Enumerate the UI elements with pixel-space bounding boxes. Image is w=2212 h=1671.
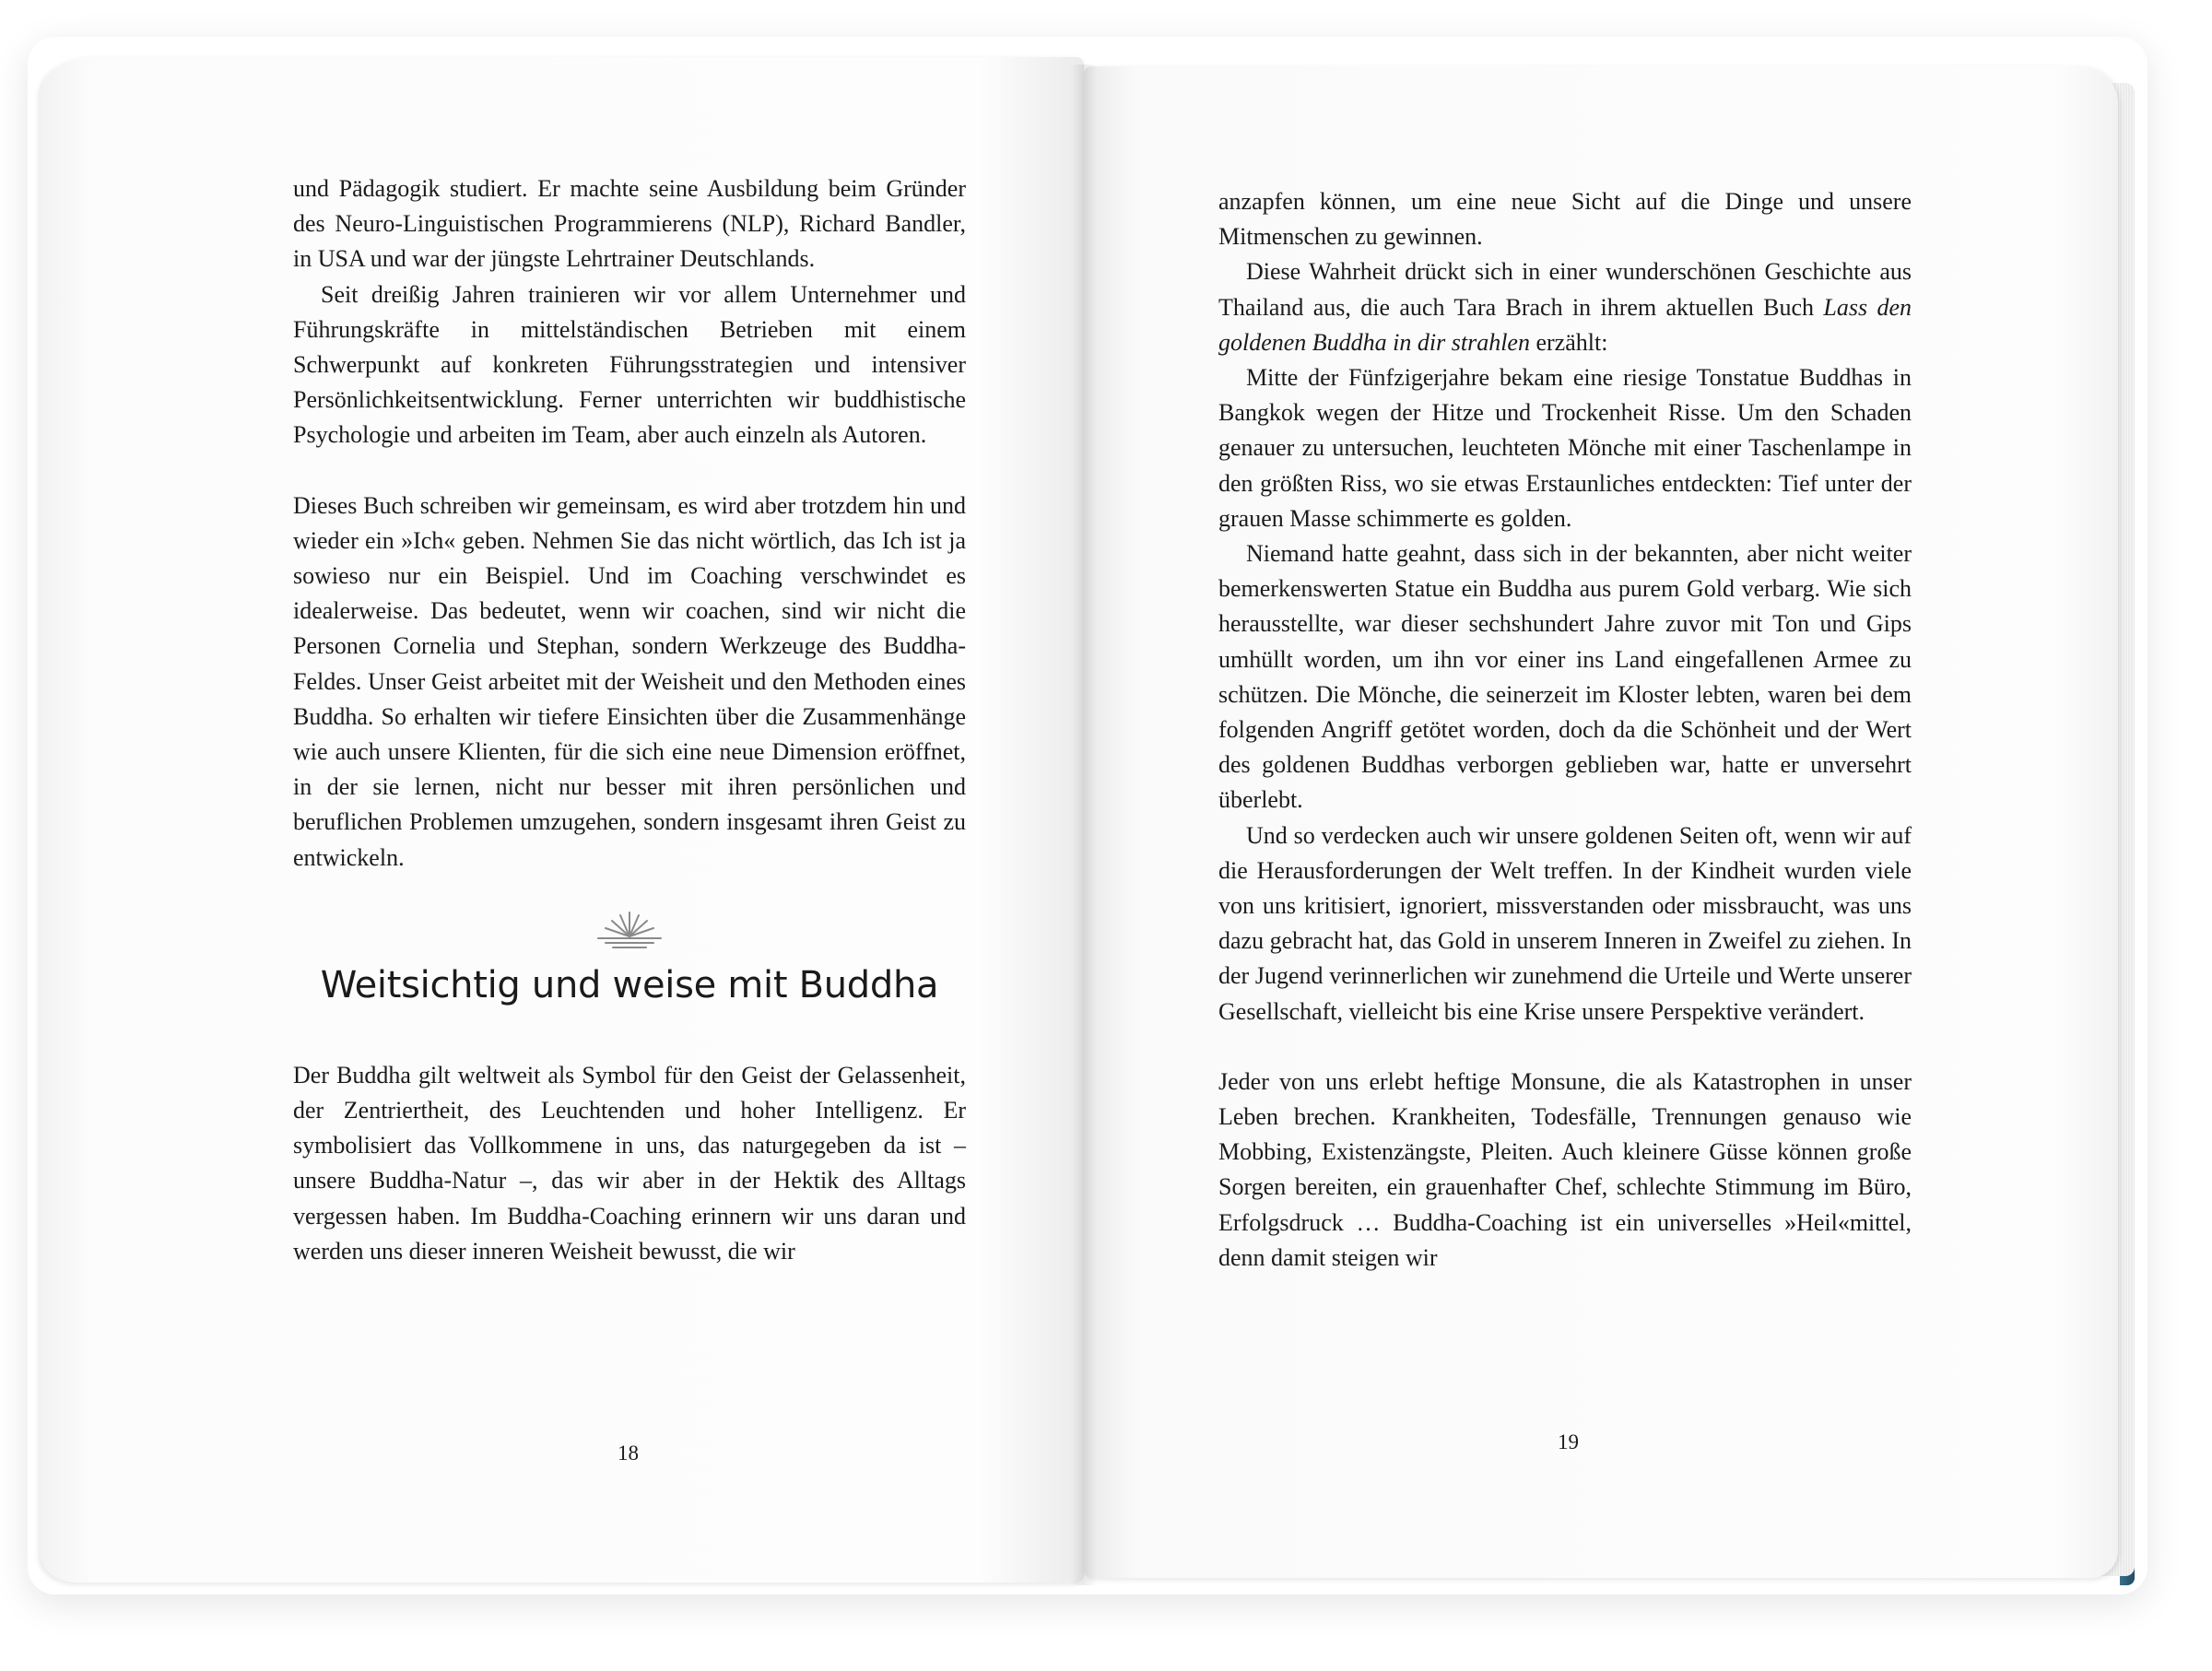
right-paragraph-6: Jeder von uns erlebt heftige Monsune, die als Katastrophen in unser Leben brechen. Krankheiten, Todesfälle, Trennungen genauso wie Mobbing, Existenzängste, Pleiten. Auch kleinere Güsse können große Sorgen bereiten, ein grauenhafter Chef, schlechte Stimmung im Büro, Erfolgsdruck … Buddha-Coaching ist ein universelles »Heil«mittel, denn damit steigen wir (1218, 1067, 1912, 1271)
left-paragraph-1: und Pädagogik studiert. Er machte seine Ausbildung beim Gründer des Neuro-Linguistischen Programmierens (NLP), Richard Bandler, in USA und war der jüngste Lehrtrainer Deutschlands. (293, 175, 966, 273)
sunrise-ornament-icon (593, 909, 666, 949)
right-paragraph-3: Mitte der Fünfzigerjahre bekam eine riesige Tonstatue Buddhas in Bangkok wegen der Hitze und Trockenheit Risse. Um den Schaden genauer zu untersuchen, leuchteten Mönche mit einer Taschenlampe in den größten Riss, wo sie etwas Erstaunliches entdeckten: Tief unter der grauen Masse schimmerte es golden. (1218, 364, 1912, 532)
section-heading: Weitsichtig und weise mit Buddha (320, 963, 939, 1006)
right-paragraph-2-end: erzählt: (1529, 328, 1608, 356)
right-paragraph-5: Und so verdecken auch wir unsere goldenen Seiten oft, wenn wir auf die Herausforderungen der Welt treffen. In der Kindheit wurden viele von uns kritisiert, ignoriert, missverstanden oder missbraucht, was uns dazu gebracht hat, das Gold in unserem Inneren in Zweifel zu ziehen. In der Jugend verinnerlichen wir zunehmend die Urteile und Werte unserer Gesellschaft, vielleicht bis eine Krise unsere Perspektive verändert. (1218, 821, 1912, 1025)
right-paragraph-2 (1218, 254, 1912, 360)
left-page-text (293, 171, 966, 1269)
book-title-reference: Lass den goldenen Buddha in dir strahlen (1218, 293, 1912, 356)
page-number-right: 19 (1558, 1430, 1579, 1453)
right-paragraph-1: anzapfen können, um eine neue Sicht auf die Dinge und unsere Mitmenschen zu gewinnen. (1218, 188, 1912, 251)
right-paragraph-2-start: Diese Wahrheit drückt sich in einer wunderschönen Geschichte aus Thailand aus, die auch Tara Brach in ihrem aktuellen Buch (1218, 258, 1912, 321)
right-page-text (1218, 184, 1912, 1276)
left-paragraph-after-heading: Der Buddha gilt weltweit als Symbol für den Geist der Gelassenheit, der Zentriertheit, des Leuchtenden und hoher Intelligenz. Er symbolisiert das Vollkommene in uns, das naturgegeben da ist – unsere Buddha-Natur –, das wir aber in der Hektik des Alltags vergessen haben. Im Buddha-Coaching erinnern wir uns daran und werden uns dieser inneren Weisheit bewusst, die wir (293, 1061, 966, 1265)
right-paragraph-4: Niemand hatte geahnt, dass sich in der bekannten, aber nicht weiter bemerkenswerten Statue ein Buddha aus purem Gold verbarg. Wie sich herausstellte, war dieser sechshundert Jahre zuvor mit Ton und Gips umhüllt worden, um ihn vor einer ins Land eingefallenen Armee zu schützen. Die Mönche, die seinerzeit im Kloster lebten, waren bei dem folgenden Angriff getötet worden, doch da die Schönheit und der Wert des goldenen Buddhas verborgen geblieben war, hatte er unversehrt überlebt. (1218, 540, 1912, 814)
page-number-left: 18 (618, 1442, 639, 1465)
left-paragraph-3: Dieses Buch schreiben wir gemeinsam, es wird aber trotzdem hin und wieder ein »Ich« geben. Nehmen Sie das nicht wörtlich, das Ich ist ja sowieso nur ein Beispiel. Und im Coaching verschwindet es idealerweise. Das bedeutet, wenn wir coachen, sind wir nicht die Personen Cornelia und Stephan, sondern Werkzeuge des Buddha-Feldes. Unser Geist arbeitet mit der Weisheit und den Methoden eines Buddha. So erhalten wir tiefere Einsichten über die Zusammenhänge wie auch unsere Klienten, für die sich eine neue Dimension eröffnet, in der sie lernen, nicht nur besser mit ihren persönlichen und beruflichen Problemen umzugehen, sondern insgesamt ihren Geist zu entwickeln. (293, 491, 966, 871)
left-paragraph-2: Seit dreißig Jahren trainieren wir vor allem Unternehmer und Führungskräfte in mittelständischen Betrieben mit einem Schwerpunkt auf konkreten Führungsstrategien und intensiver Persönlichkeitsentwicklung. Ferner unterrichten wir buddhistische Psychologie und arbeiten im Team, aber auch einzeln als Autoren. (293, 280, 966, 449)
book-gutter (1071, 65, 1097, 1585)
